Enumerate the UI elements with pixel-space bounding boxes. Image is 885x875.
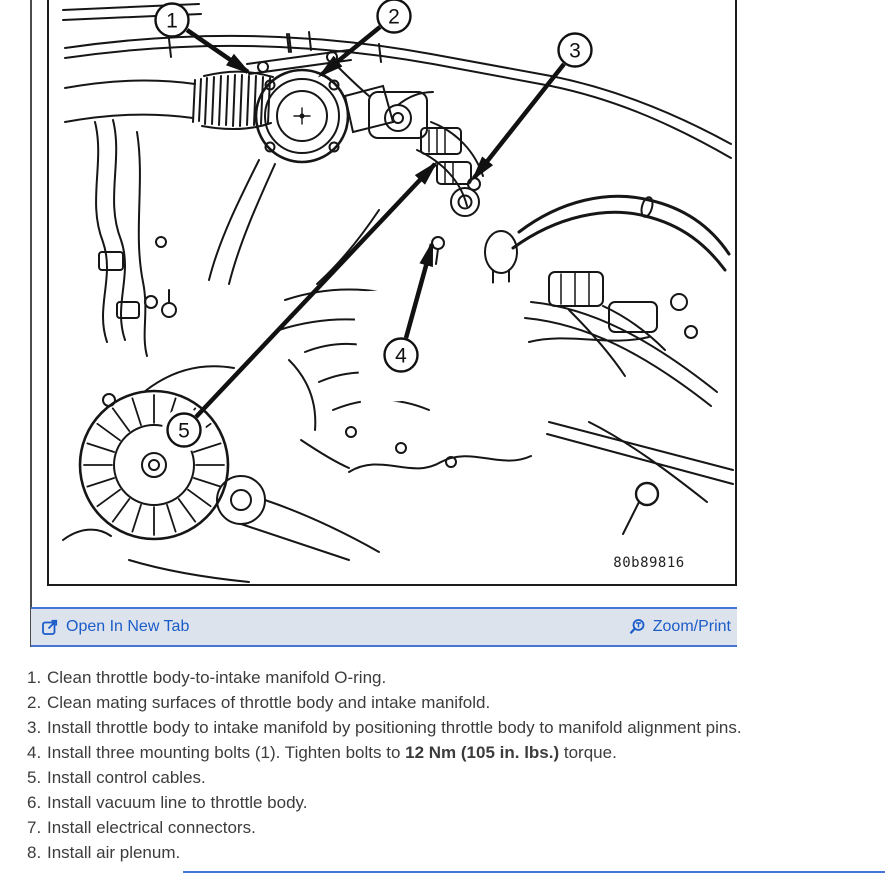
diagram-toolbar xyxy=(31,607,737,647)
instruction-number: 4. xyxy=(27,743,42,762)
instruction-item xyxy=(27,690,879,715)
open-in-new-tab-label: Open In New Tab xyxy=(66,618,190,635)
open-in-new-tab-icon xyxy=(41,618,59,636)
instruction-text: Clean throttle body-to-intake manifold O-ring. xyxy=(47,668,387,687)
callout-5 xyxy=(168,414,201,447)
panel-left-border xyxy=(30,0,32,647)
instruction-item xyxy=(27,765,879,790)
instruction-text: Install throttle body to intake manifold by positioning throttle body to manifold alignment pins. xyxy=(47,718,742,737)
instruction-number: 6. xyxy=(27,793,42,812)
diagram-panel xyxy=(47,0,737,586)
callout-3-label: 3 xyxy=(569,39,581,63)
instruction-list xyxy=(27,665,879,865)
callout-4 xyxy=(385,339,418,372)
instruction-number: 2. xyxy=(27,693,42,712)
instruction-item xyxy=(27,715,879,740)
diagram-white-patch xyxy=(353,282,527,404)
instruction-item xyxy=(27,790,879,815)
instruction-number: 3. xyxy=(27,718,42,737)
instruction-text: Install electrical connectors. xyxy=(47,818,256,837)
instruction-item xyxy=(27,665,879,690)
instruction-text: Clean mating surfaces of throttle body and intake manifold. xyxy=(47,693,491,712)
zoom-icon xyxy=(628,618,646,636)
instruction-text xyxy=(47,743,617,762)
zoom-print-button[interactable] xyxy=(628,618,731,636)
callout-1 xyxy=(156,4,189,37)
instruction-number: 7. xyxy=(27,818,42,837)
instruction-text: Install control cables. xyxy=(47,768,206,787)
callout-2-label: 2 xyxy=(388,5,400,29)
callout-4-label: 4 xyxy=(395,344,407,368)
instruction-number: 5. xyxy=(27,768,42,787)
callout-1-label: 1 xyxy=(166,9,178,33)
callout-5-label: 5 xyxy=(178,419,190,443)
bottom-divider xyxy=(183,871,885,873)
callout-2 xyxy=(378,0,411,33)
instruction-number: 8. xyxy=(27,843,42,862)
callout-3 xyxy=(559,34,592,67)
figure-code: 80b89816 xyxy=(613,555,685,571)
instruction-text: Install vacuum line to throttle body. xyxy=(47,793,308,812)
engine-diagram-image xyxy=(49,0,735,584)
torque-spec: 12 Nm (105 in. lbs.) xyxy=(405,743,560,762)
instruction-text: Install air plenum. xyxy=(47,843,181,862)
instruction-number: 1. xyxy=(27,668,42,687)
zoom-print-label: Zoom/Print xyxy=(652,618,731,635)
open-in-new-tab-button[interactable] xyxy=(41,618,189,636)
instruction-text-post: torque. xyxy=(559,743,617,762)
instruction-item xyxy=(27,740,879,765)
instruction-item xyxy=(27,840,879,865)
instruction-text-pre: Install three mounting bolts (1). Tighten bolts to xyxy=(47,743,406,762)
instruction-item xyxy=(27,815,879,840)
